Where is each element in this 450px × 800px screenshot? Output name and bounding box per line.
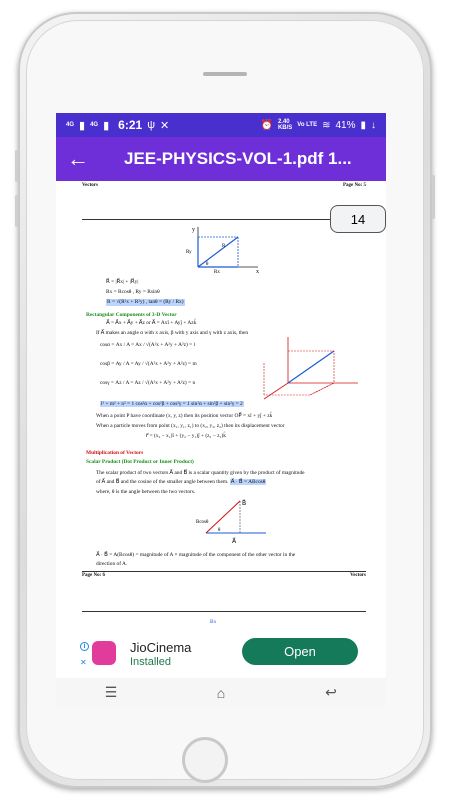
- bullet-text: When a particle moves from point (x₁, y₁, z₁) to (x₂, y₂, z₂) then its displacement vector: [96, 423, 285, 429]
- tools-icon: ✕: [160, 119, 170, 132]
- equation: cosγ = Az / A = Az / √(A²x + A²y + A²z) = n: [100, 380, 196, 386]
- status-bar: [56, 113, 386, 137]
- page-header: [82, 183, 366, 188]
- alarm-icon: ⏰: [260, 119, 273, 131]
- section-heading: Scalar Product (Dot Product or Inner Product): [86, 459, 194, 465]
- equation: cosβ = Ay / A = Ay / √(A²x + A²y + A²z) = m: [100, 361, 197, 367]
- usb-icon: ψ: [147, 119, 156, 131]
- menu-icon[interactable]: ☰: [104, 684, 118, 700]
- wifi-icon: ≋: [322, 119, 331, 131]
- home-icon[interactable]: ⌂: [216, 684, 226, 701]
- fig2-label-bcos: Bcosθ: [196, 520, 209, 525]
- dot-text: of A⃗ and B⃗ and the cosine of the smaller angle between them.: [96, 479, 229, 485]
- home-button[interactable]: [182, 737, 228, 783]
- clock: 6:21: [118, 118, 143, 132]
- sim2-indicator: 4G: [90, 122, 99, 128]
- equation: A⃗ = A⃗x + A⃗y + A⃗z or A⃗ = Axî + Ayĵ + Azk̂: [106, 320, 197, 326]
- battery-level: 41%: [335, 119, 356, 131]
- fig-label-theta: θ: [206, 262, 209, 267]
- identity-text: l² + m² + n² = 1 cos²α + cos²β + cos²γ = 1 sin²α + sin²β + sin²γ = 2: [101, 401, 243, 407]
- fig-label-rx: Rx: [214, 270, 220, 273]
- fig2-label-b: B⃗: [242, 501, 247, 507]
- fig-label-x: x: [256, 269, 259, 273]
- back-arrow-icon[interactable]: ←: [67, 146, 89, 171]
- 3d-vector-figure: [258, 333, 364, 403]
- speaker-grille: [203, 72, 247, 76]
- footer-left: Page No: 6: [82, 573, 106, 578]
- footer-right: Vectors: [350, 573, 366, 578]
- power-button: [432, 175, 435, 219]
- equation: cosα = Ax / A = Ax / √(A²x + A²y + A²z) = l: [100, 342, 196, 348]
- ad-install-status: Installed: [130, 656, 171, 668]
- back-icon[interactable]: ↩: [325, 684, 337, 700]
- bullet-text: The scalar product of two vectors A⃗ and B⃗ is a scalar quantity given by the product of magnitude: [96, 470, 305, 476]
- vector-resolution-figure: [182, 223, 262, 273]
- ad-app-name: JioCinema: [130, 640, 192, 655]
- ad-close-icon[interactable]: ✕: [80, 658, 87, 667]
- dot-product-figure: [192, 497, 272, 547]
- fig-label-y: y: [192, 227, 195, 233]
- divider: [82, 611, 366, 612]
- app-bar: [56, 137, 386, 181]
- ad-info-icon[interactable]: i: [80, 642, 89, 651]
- fig2-label-a: A⃗: [232, 539, 237, 545]
- open-button[interactable]: Open: [242, 638, 358, 665]
- document-title: JEE-PHYSICS-VOL-1.pdf 1...: [124, 149, 352, 168]
- bullet-text: If A⃗ makes an angle α with x axis, β with y axis and γ with z axis, then: [96, 330, 249, 336]
- volume-button: [15, 195, 18, 227]
- bullet-text: When a point P have coordinate (x, y, z) then its position vector OP⃗ = xî + yĵ + zk̂: [96, 413, 273, 419]
- bullet-text: direction of A.: [96, 561, 128, 567]
- navigation-bar: [56, 678, 386, 707]
- data-speed: 2.40 KB/S: [277, 119, 293, 131]
- device-screen: [56, 113, 386, 707]
- fig2-label-theta: θ: [218, 528, 221, 533]
- signal-icon: ▮: [103, 119, 110, 132]
- fig-label-ry: Ry: [186, 250, 192, 255]
- header-left: Vectors: [82, 183, 98, 188]
- signal-icon: ▮: [79, 119, 86, 132]
- divider: [82, 571, 366, 572]
- equation: r⃗ = (x₂ − x₁)î + (y₂ − y₁)ĵ + (z₂ − z₁)k̂: [146, 433, 226, 439]
- identity-equations: [100, 401, 244, 408]
- header-right: Page No: 5: [342, 183, 366, 188]
- equation: R⃗ = |R⃗x| + |R⃗y|: [106, 279, 139, 285]
- equation: Rx = Rcosθ , Ry = Rsinθ: [106, 289, 160, 295]
- page-number-indicator: 14: [330, 205, 386, 233]
- jiocinema-app-icon: [92, 641, 116, 665]
- bullet-text: A⃗ · B⃗ = A(Bcosθ) = magnitude of A × magnitude of the component of the other vector in the: [96, 552, 296, 558]
- sim1-indicator: 4G: [66, 122, 75, 128]
- download-icon: ↓: [371, 119, 376, 131]
- bullet-text: where, θ is the angle between the two vectors.: [96, 489, 196, 495]
- volte-indicator: Vo LTE: [297, 122, 318, 128]
- section-heading: Rectangular Components of 3-D Vector: [86, 312, 177, 318]
- dot-equation: A⃗ · B⃗ = ABcosθ: [230, 479, 266, 485]
- battery-icon: ▮: [360, 119, 366, 131]
- ad-banner[interactable]: [56, 628, 386, 678]
- next-page-label: Bx: [210, 619, 217, 625]
- bullet-text: [96, 479, 266, 486]
- section-heading: Multiplication of Vectors: [86, 450, 144, 456]
- fig-label-r: R: [222, 244, 226, 249]
- page-footer: [82, 573, 366, 578]
- pdf-viewer[interactable]: [56, 181, 386, 628]
- equation-highlighted: R = √(R²x + R²y) , tanθ = (Ry / Rx): [107, 299, 184, 305]
- divider: [82, 219, 366, 220]
- pdf-page: [82, 181, 366, 628]
- volume-button: [15, 150, 18, 182]
